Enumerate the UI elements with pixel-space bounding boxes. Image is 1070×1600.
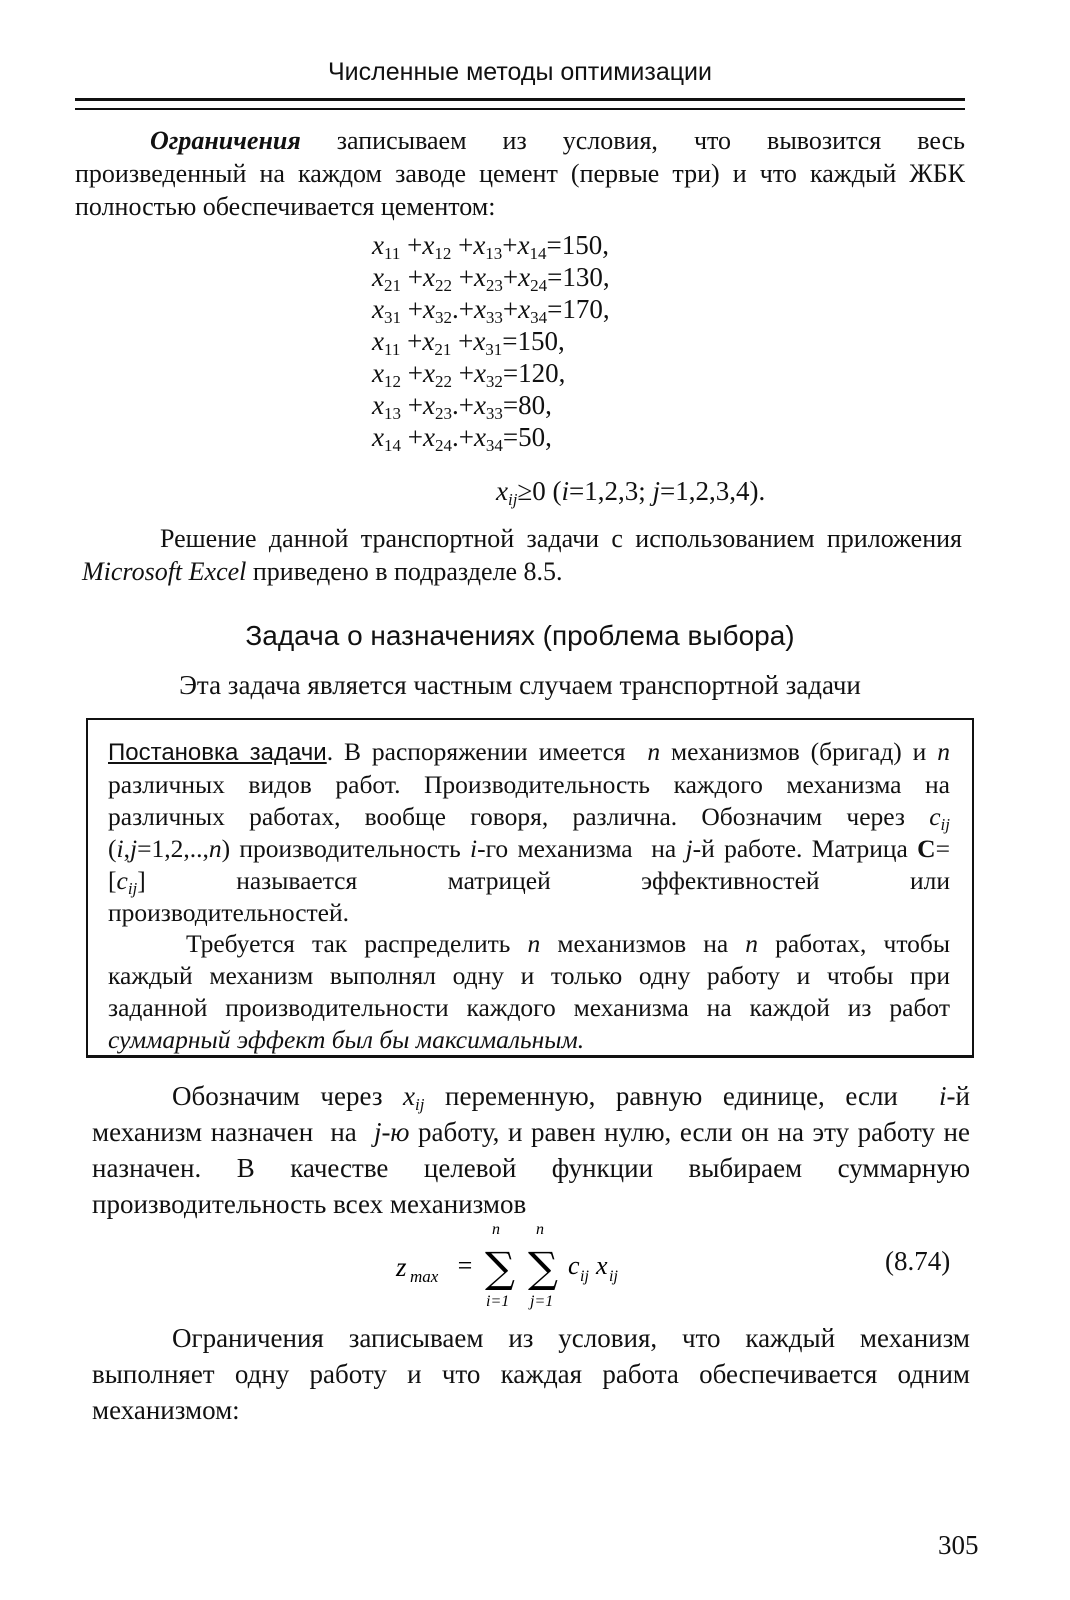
xij-paragraph: Обозначим через $x_{ij}$ переменную, равную единице, если i-й механизм назначен на j-ю работу, и равен нулю, если он на эту работу не назначен. В качестве целевой функции выбираем суммарную производительность всех механизмов: [92, 1081, 970, 1219]
running-header: Численные методы оптимизации: [328, 58, 712, 86]
box-paragraph-1: Постановка задачи. В распоряжении имеется n механизмов (бригад) и n различных видов работ. Производительность каждого механизма на различных работах, вообще говоря, различна. Обозначим через $c_{ij}$ (i,j=1,2,..,n) производительность i-го механизма на j-й работе. Матрица $C=[c_{ij}]$ называется матрицей эффективностей или производительностей.: [108, 737, 950, 927]
page-number: 305: [938, 1530, 979, 1560]
equation-number: (8.74): [885, 1246, 951, 1276]
equation-7: $x_{14} +x_{24}.+x_{34}=50$,: [372, 422, 552, 455]
sum-top-i: n: [492, 1221, 500, 1238]
intro-lead: Ограничения: [150, 126, 301, 155]
formula-c-sub: ij: [580, 1268, 589, 1285]
box-label: Постановка задачи: [108, 739, 327, 766]
equation-4: $x_{11} +x_{21} +x_{31}=150$,: [372, 326, 565, 359]
problem-statement-box: [86, 718, 974, 1058]
nonnegativity-condition: $x_{ij}\ge 0$ (i=1,2,3; j=1,2,3,4).: [496, 476, 766, 509]
formula-c: c: [568, 1251, 580, 1280]
formula-x: x: [596, 1251, 608, 1280]
solution-text: Решение данной транспортной задачи с использованием приложения: [160, 524, 962, 553]
sum-sign-i: ∑: [485, 1243, 515, 1292]
box-p2-emphasis: суммарный эффект был бы максимальным.: [108, 1025, 585, 1054]
formula-equals: =: [456, 1251, 474, 1280]
formula-x-sub: ij: [609, 1268, 618, 1285]
sum-sign-j: ∑: [528, 1243, 558, 1292]
solution-ref: приведено в подразделе 8.5.: [246, 557, 563, 586]
objective-formula: [392, 1218, 652, 1318]
formula-lhs-sub: max: [410, 1267, 439, 1286]
solution-software: Microsoft Excel: [82, 557, 247, 586]
box-paragraph-2: [108, 928, 950, 1056]
objective-formula-svg: [392, 1218, 652, 1318]
sum-bottom-j: j=1: [530, 1293, 554, 1310]
sum-bottom-i: i=1: [486, 1293, 510, 1310]
section-subtitle: Эта задача является частным случаем транспортной задачи: [179, 670, 861, 700]
sum-top-j: n: [536, 1221, 544, 1238]
final-paragraph: Ограничения записываем из условия, что каждый механизм выполняет одну работу и что каждая работа обеспечивается одним механизмом:: [92, 1323, 970, 1425]
equation-2: $x_{21} +x_{22} +x_{23}+x_{24}=130$,: [372, 262, 610, 295]
solution-paragraph: [82, 522, 962, 588]
header-double-rule: [75, 98, 965, 110]
equation-1: $x_{11} +x_{12} +x_{13}+x_{14}=150$,: [372, 230, 609, 263]
constraint-equations: [372, 229, 610, 453]
equation-5: $x_{12} +x_{22} +x_{32}=120$,: [372, 358, 566, 391]
equation-3: $x_{31} +x_{32}.+x_{33}+x_{34}=170$,: [372, 294, 610, 327]
intro-paragraph: [75, 124, 965, 223]
box-p2-text: Требуется так распределить n механизмов на n работах, чтобы каждый механизм выполнял одну и только одну работу и чтобы при заданной производительности каждого механизма на каждой из работ: [108, 929, 950, 1022]
intro-text: записываем из условия, что вывозится весь произведенный на каждом заводе цемент (первые три) и что каждый ЖБК полностью обеспечивается цементом:: [75, 126, 965, 221]
section-title: Задача о назначениях (проблема выбора): [245, 620, 795, 651]
formula-lhs: z: [396, 1252, 407, 1282]
equation-6: $x_{13} +x_{23}.+x_{33}=80$,: [372, 390, 552, 423]
